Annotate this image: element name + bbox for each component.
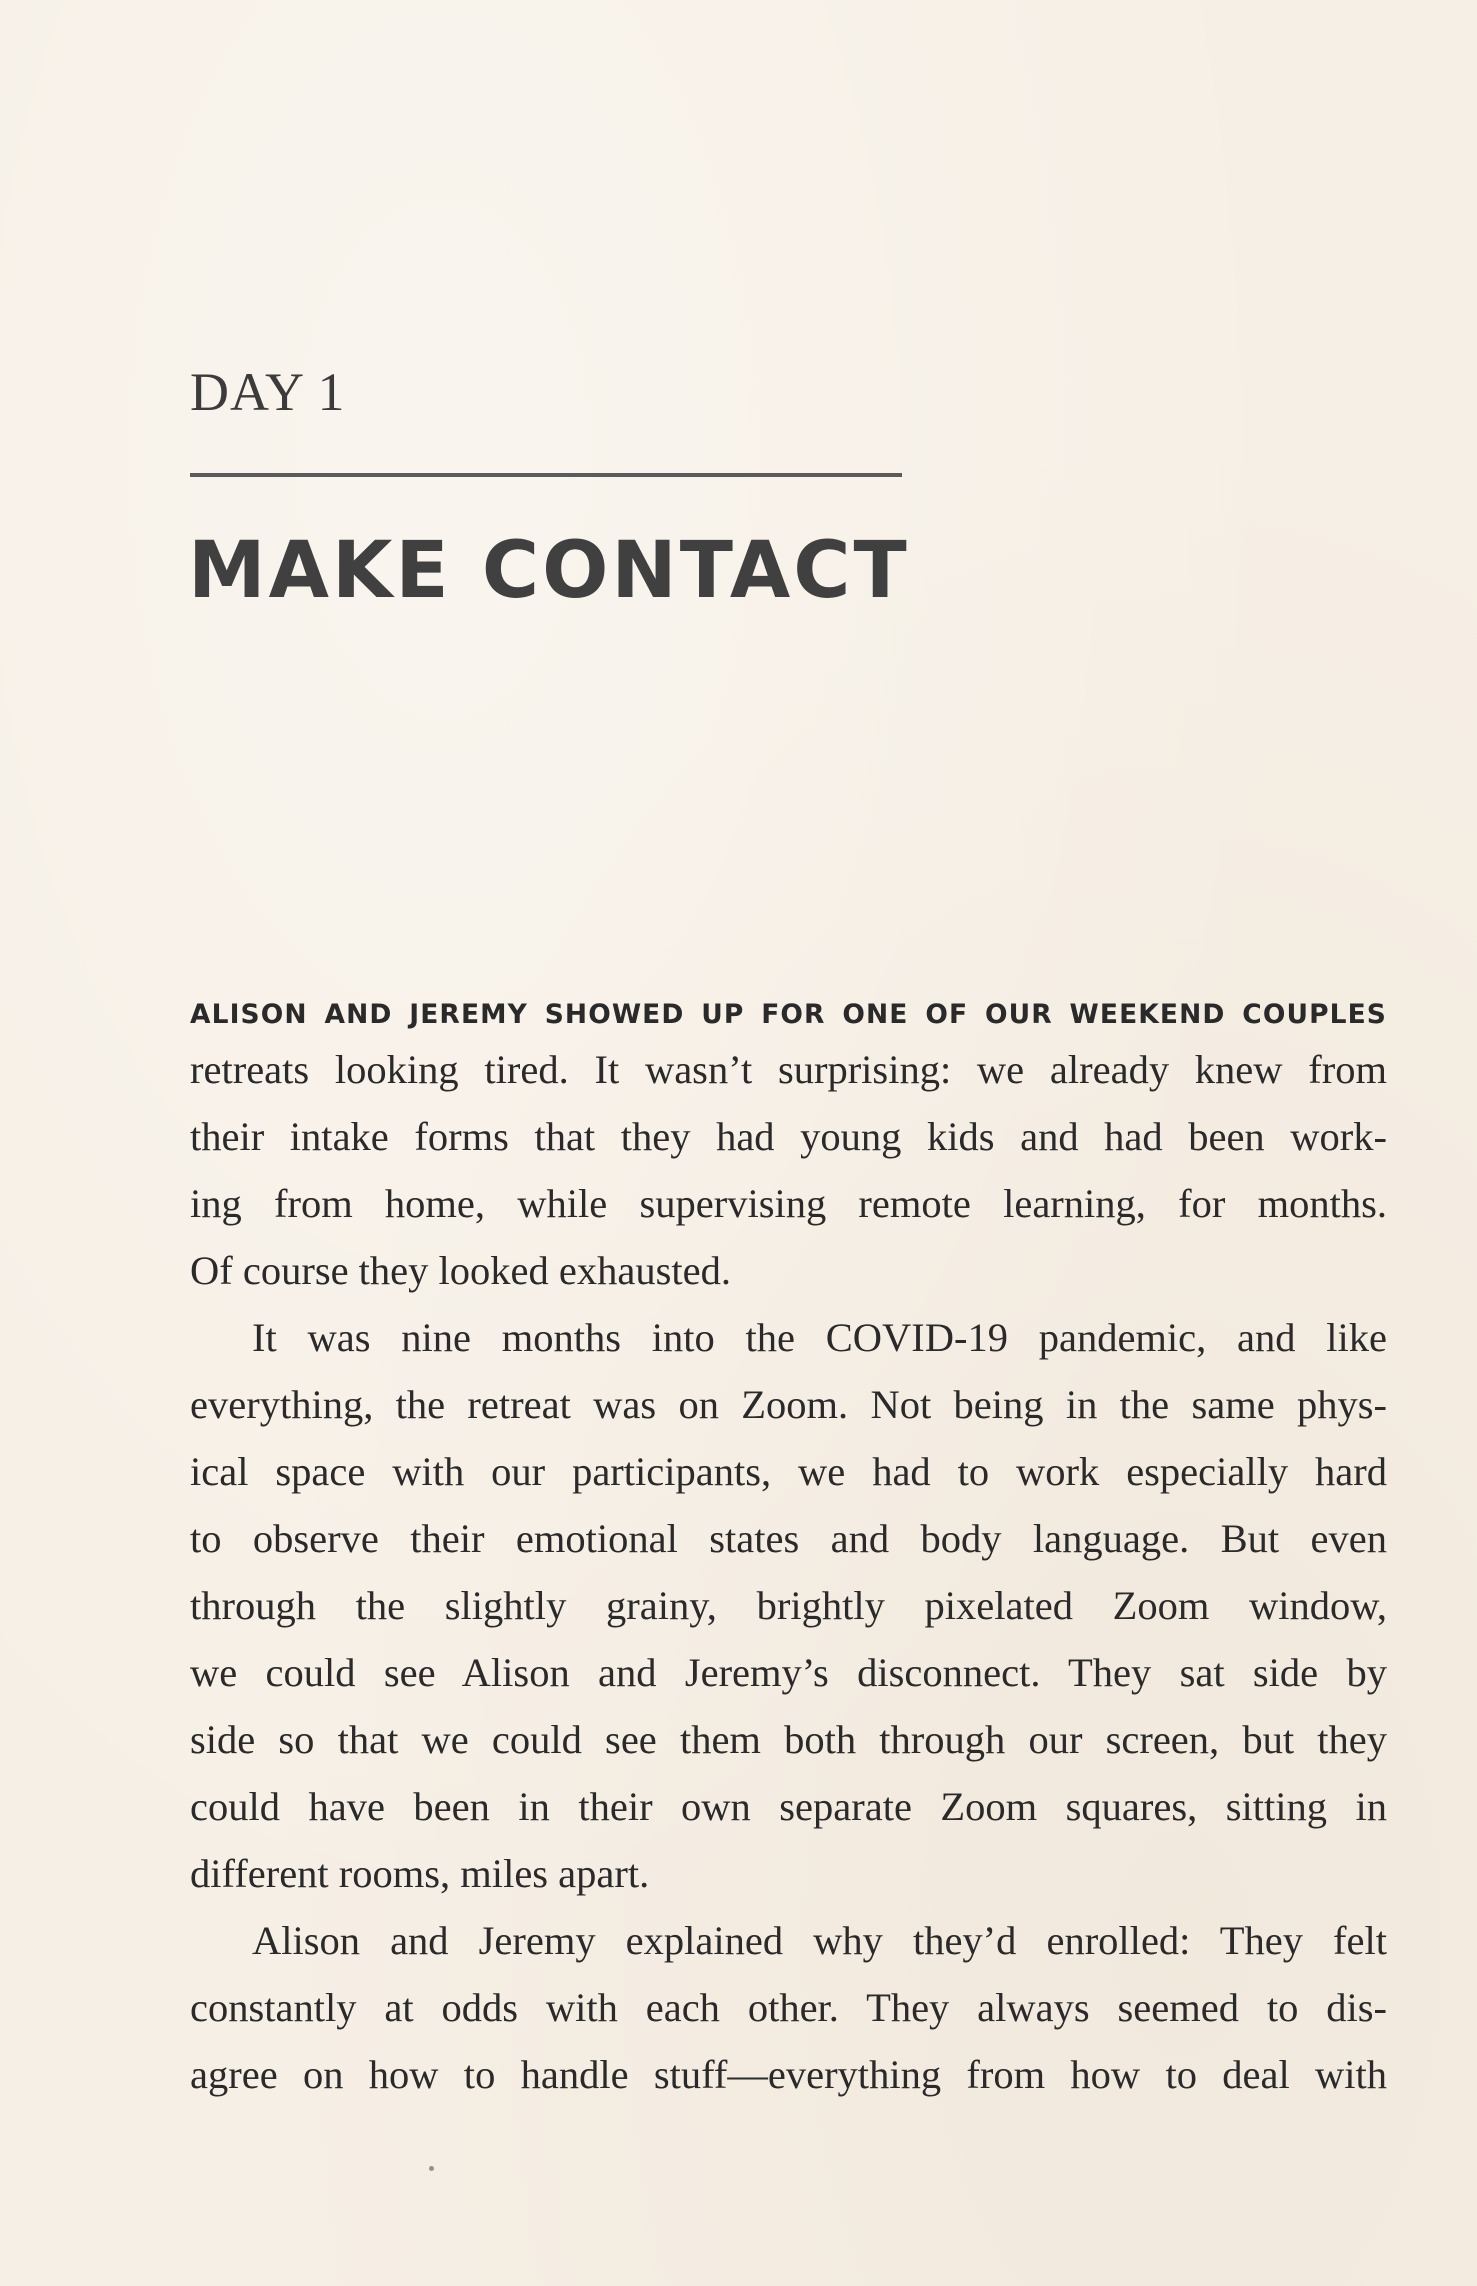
text-line: ing from home, while supervising remote learning, for months. (190, 1181, 1387, 1226)
text-line: through the slightly grainy, brightly pixelated Zoom window, (190, 1583, 1387, 1628)
text-line: could have been in their own separate Zoom squares, sitting in (190, 1784, 1387, 1829)
text-line: to observe their emotional states and body language. But even (190, 1516, 1387, 1561)
paper-speck (429, 2166, 434, 2171)
text-line: agree on how to handle stuff—everything from how to deal with (190, 2052, 1387, 2097)
text-line: Of course they looked exhausted. (190, 1248, 731, 1293)
opening-line: ALISON AND JEREMY SHOWED UP FOR ONE OF OUR WEEKEND COUPLES (190, 999, 1387, 1030)
text-line: constantly at odds with each other. They always seemed to dis- (190, 1985, 1387, 2030)
text-line: side so that we could see them both through our screen, but they (190, 1717, 1387, 1762)
text-line: everything, the retreat was on Zoom. Not being in the same phys- (190, 1382, 1387, 1427)
chapter-divider (190, 473, 902, 477)
text-line: their intake forms that they had young kids and had been work- (190, 1114, 1387, 1159)
text-line: retreats looking tired. It wasn’t surprising: we already knew from (190, 1047, 1387, 1092)
text-line: It was nine months into the COVID-19 pandemic, and like (252, 1315, 1387, 1360)
text-line: different rooms, miles apart. (190, 1851, 650, 1896)
chapter-title: MAKE CONTACT (188, 526, 910, 616)
text-line: ical space with our participants, we had to work especially hard (190, 1449, 1387, 1494)
chapter-number: DAY 1 (190, 362, 346, 422)
body-text (190, 993, 1387, 2108)
text-line: we could see Alison and Jeremy’s disconnect. They sat side by (190, 1650, 1387, 1695)
text-line: Alison and Jeremy explained why they’d enrolled: They felt (252, 1918, 1387, 1963)
